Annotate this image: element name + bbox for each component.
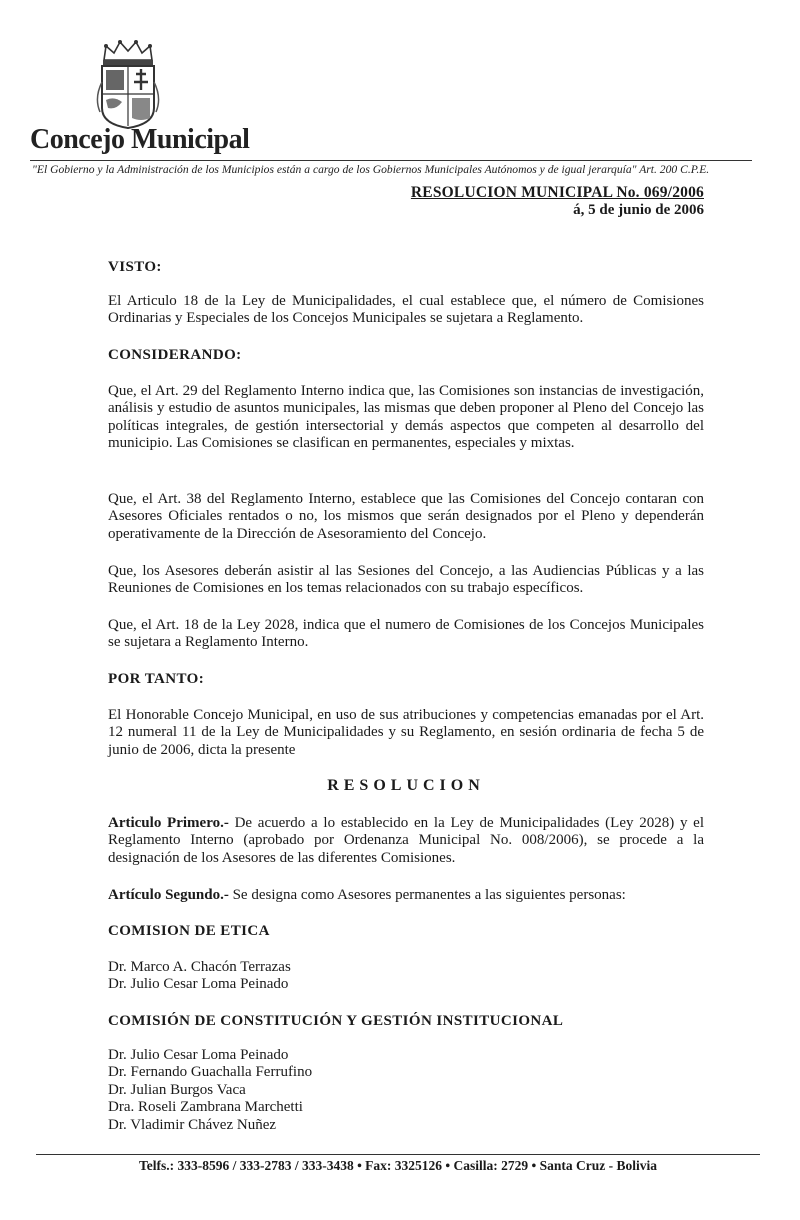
member-name: Dr. Julian Burgos Vaca bbox=[108, 1081, 246, 1098]
member-name: Dr. Marco A. Chacón Terrazas bbox=[108, 959, 291, 975]
considerando-paragraph: Que, el Art. 38 del Reglamento Interno, establece que las Comisiones del Concejo contaran con Asesores Oficiales rentados o no, los mismos que serán designados por el Pleno y dependerán operativamente de la Dirección de Asesoramiento del Concejo. bbox=[108, 491, 704, 542]
considerando-paragraph: Que, el Art. 29 del Reglamento Interno indica que, las Comisiones son instancias de investigación, análisis y estudio de asuntos municipales, las mismas que deben proponer al Pleno del Concejo las políticas integrales, de gestión intersectorial y demás aspectos que competen al desarrollo del municipio. Las Comisiones se clasifican en permanentes, especiales y mixtas. bbox=[108, 383, 704, 452]
member-name: Dr. Julio Cesar Loma Peinado bbox=[108, 1047, 289, 1063]
comision-heading: COMISION DE ETICA bbox=[108, 923, 270, 939]
articulo-primero bbox=[108, 815, 704, 867]
municipal-crest-icon bbox=[96, 38, 160, 130]
footer-divider bbox=[36, 1154, 760, 1155]
header-divider bbox=[30, 160, 752, 161]
member-name: Dr. Vladimir Chávez Nuñez bbox=[108, 1116, 277, 1133]
member-name: Dr. Fernando Guachalla Ferrufino bbox=[108, 1064, 313, 1081]
articulo-segundo-label: Artículo Segundo.- bbox=[108, 887, 229, 903]
resolucion-title: RESOLUCION bbox=[327, 777, 485, 794]
visto-heading: VISTO: bbox=[108, 259, 162, 275]
visto-text: El Articulo 18 de la Ley de Municipalidades, el cual establece que, el número de Comisiones Ordinarias y Especiales de los Concejos Municipales se sujetara a Reglamento. bbox=[108, 293, 704, 327]
articulo-primero-label: Articulo Primero.- bbox=[108, 815, 229, 831]
articulo-segundo-text: Se designa como Asesores permanentes a las siguientes personas: bbox=[228, 887, 626, 903]
por-tanto-text: El Honorable Concejo Municipal, en uso de sus atribuciones y competencias emanadas por el Art. 12 numeral 11 de la Ley de Municipalidades y su Reglamento, en sesión ordinaria de fecha 5 de junio de 2006, dicta la presente bbox=[108, 707, 704, 758]
organization-title: Concejo Municipal bbox=[30, 124, 250, 155]
footer-contact: Telfs.: 333-8596 / 333-2783 / 333-3438 • Fax: 3325126 • Casilla: 2729 • Santa Cruz - Bolivia bbox=[138, 1158, 658, 1173]
por-tanto-heading: POR TANTO: bbox=[108, 671, 205, 687]
member-list bbox=[108, 959, 508, 994]
considerando-paragraph: Que, los Asesores deberán asistir al las Sesiones del Concejo, a las Audiencias Públicas y a las Reuniones de Comisiones en los temas relacionados con su trabajo específicos. bbox=[108, 563, 704, 597]
resolution-number: RESOLUCION MUNICIPAL No. 069/2006 bbox=[410, 184, 704, 201]
comision-heading: COMISIÓN DE CONSTITUCIÓN Y GESTIÓN INSTITUCIONAL bbox=[108, 1013, 564, 1029]
articulo-primero-text: De acuerdo a lo establecido en la Ley de Municipalidades (Ley 2028) y el Reglamento Interno (aprobado por Ordenanza Municipal No. 008/2006), se procede a la designación de los Asesores de las diferentes Comisiones. bbox=[108, 815, 705, 866]
resolution-date: á, 5 de junio de 2006 bbox=[573, 202, 704, 218]
member-list bbox=[108, 1047, 508, 1134]
member-name: Dra. Roseli Zambrana Marchetti bbox=[108, 1099, 303, 1116]
considerando-heading: CONSIDERANDO: bbox=[108, 347, 242, 363]
motto: "El Gobierno y la Administración de los Municipios están a cargo de los Gobiernos Municipales Autónomos y de igual jerarquía" Art. 200 C.P.E. bbox=[32, 163, 710, 176]
member-name: Dr. Julio Cesar Loma Peinado bbox=[108, 976, 289, 993]
considerando-paragraph: Que, el Art. 18 de la Ley 2028, indica que el numero de Comisiones de los Concejos Municipales se sujetara a Reglamento Interno. bbox=[108, 617, 704, 651]
articulo-segundo bbox=[108, 887, 704, 904]
